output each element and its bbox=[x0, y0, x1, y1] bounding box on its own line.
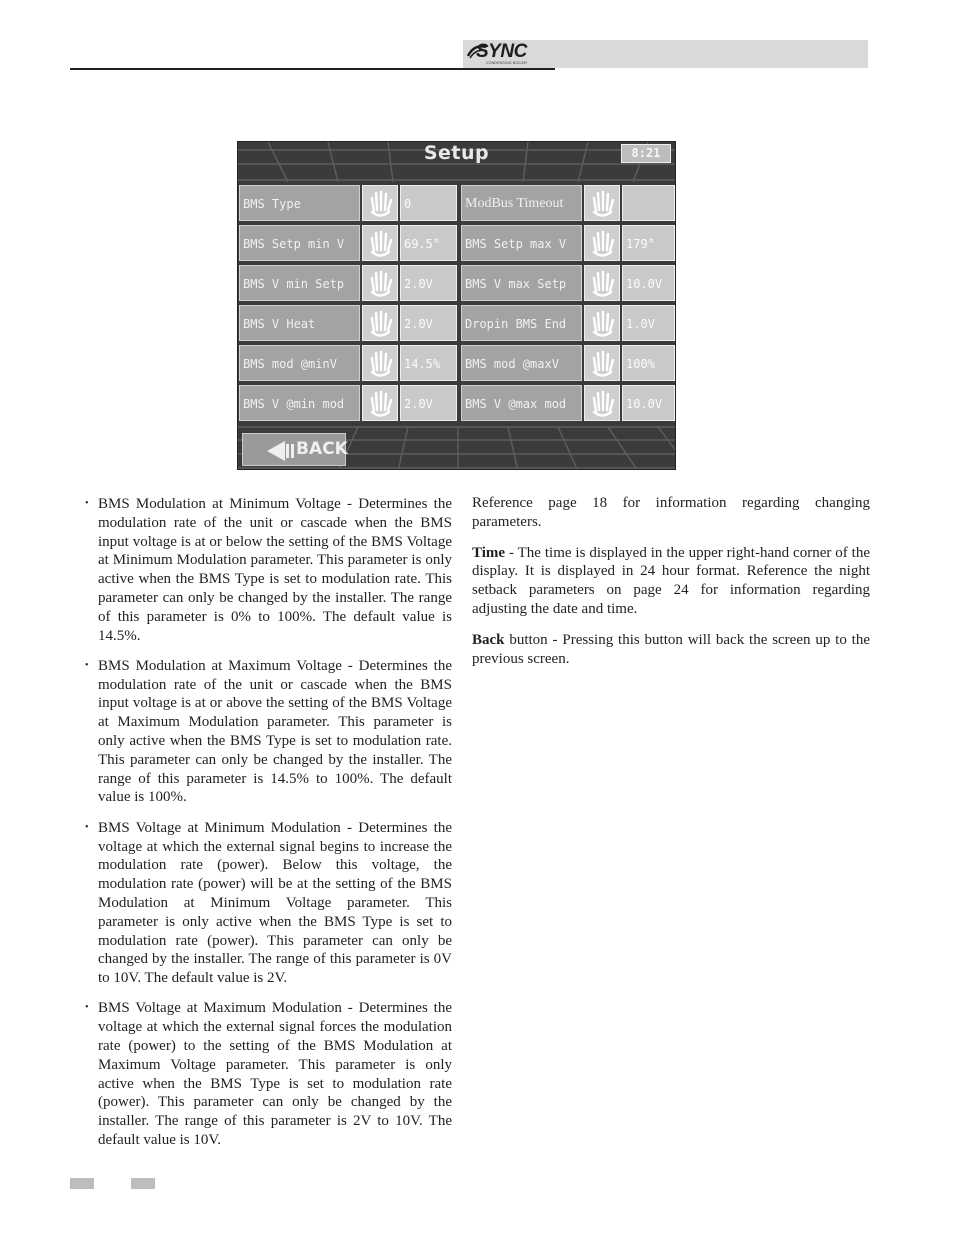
param-value-dropin-bms-end[interactable]: 1.0V bbox=[622, 305, 675, 341]
param-label-bms-v-max-setp: BMS V max Setp bbox=[461, 265, 582, 301]
hand-icon[interactable] bbox=[362, 265, 398, 301]
setup-screen bbox=[237, 141, 676, 470]
bullet-bms-voltage-min-mod: • BMS Voltage at Minimum Modulation - Determines the voltage at which the external signal begins to increase the modulation rate (power). Below this voltage, the modulation rate (power) will be at the setting of the BMS Modulation at Minimum Voltage parameter. This parameter is only active when the BMS Type is set to modulation rate (power). This parameter can only be changed by the installer. The range of this parameter is 0V to 10V. The default value is 2V. bbox=[98, 819, 452, 988]
param-label-bms-type: BMS Type bbox=[239, 185, 360, 221]
param-label-bms-v-min-setp: BMS V min Setp bbox=[239, 265, 360, 301]
param-value-bms-mod-maxv[interactable]: 100% bbox=[622, 345, 675, 381]
back-button[interactable] bbox=[242, 433, 346, 466]
param-label-modbus-timeout: ModBus Timeout bbox=[461, 185, 582, 221]
param-label-bms-setp-max-v: BMS Setp max V bbox=[461, 225, 582, 261]
param-label-bms-mod-minv: BMS mod @minV bbox=[239, 345, 360, 381]
param-label-bms-v-min-mod: BMS V @min mod bbox=[239, 385, 360, 421]
bullet-bms-voltage-max-mod: • BMS Voltage at Maximum Modulation - Determines the voltage at which the external signal forces the modulation rate (power) to the setting of the BMS Modulation at Maximum Voltage parameter. This parameter is only active when the BMS Type is set to modulation rate (power). This parameter can only be changed by the installer. The range of this parameter is 2V to 10V. The default value is 10V. bbox=[98, 999, 452, 1149]
time-description: - The time is displayed in the upper right-hand corner of the display. It is displayed in 24 hour format. Reference the night setback parameters on page 24 for information regarding adjusting the date and time. bbox=[472, 544, 870, 617]
param-value-bms-setp-min-v[interactable]: 69.5° bbox=[400, 225, 457, 261]
param-value-bms-v-heat[interactable]: 2.0V bbox=[400, 305, 457, 341]
header-rule bbox=[70, 68, 555, 70]
left-column bbox=[98, 495, 452, 1161]
param-value-bms-v-max-setp[interactable]: 10.0V bbox=[622, 265, 675, 301]
param-row bbox=[238, 385, 676, 421]
hand-icon[interactable] bbox=[362, 305, 398, 341]
hand-icon[interactable] bbox=[362, 385, 398, 421]
back-term: Back bbox=[472, 631, 505, 648]
param-value-bms-mod-minv[interactable]: 14.5% bbox=[400, 345, 457, 381]
param-row bbox=[238, 265, 676, 301]
hand-icon[interactable] bbox=[584, 305, 620, 341]
footer-marker-left bbox=[70, 1178, 94, 1189]
param-row bbox=[238, 225, 676, 261]
param-value-bms-type[interactable]: 0 bbox=[400, 185, 457, 221]
logo-subtitle: CONDENSING BOILER bbox=[486, 61, 527, 65]
right-column bbox=[472, 494, 870, 680]
hand-icon[interactable] bbox=[584, 185, 620, 221]
logo-word: SYNC bbox=[476, 41, 527, 62]
param-row bbox=[238, 185, 676, 221]
param-value-bms-v-min-mod[interactable]: 2.0V bbox=[400, 385, 457, 421]
back-arrow-icon bbox=[267, 441, 295, 461]
hand-icon[interactable] bbox=[584, 345, 620, 381]
bullet-bms-mod-max-voltage: • BMS Modulation at Maximum Voltage - Determines the modulation rate of the unit or cascade when the BMS input voltage is at or above the setting of the BMS Voltage at Maximum Modulation parameter. This parameter is only active when the BMS Type is set to modulation rate. This parameter can only be changed by the installer. The range of this parameter is 14.5% to 100%. The default value is 100%. bbox=[98, 657, 452, 807]
param-label-bms-mod-maxv: BMS mod @maxV bbox=[461, 345, 582, 381]
param-label-bms-v-max-mod: BMS V @max mod bbox=[461, 385, 582, 421]
back-description: button - Pressing this button will back the screen up to the previous screen. bbox=[472, 631, 870, 667]
hand-icon[interactable] bbox=[584, 265, 620, 301]
param-label-bms-v-heat: BMS V Heat bbox=[239, 305, 360, 341]
hand-icon[interactable] bbox=[584, 225, 620, 261]
sync-logo bbox=[466, 41, 556, 68]
param-value-modbus-timeout[interactable] bbox=[622, 185, 675, 221]
param-value-bms-v-max-mod[interactable]: 10.0V bbox=[622, 385, 675, 421]
screen-title: Setup bbox=[423, 142, 490, 164]
back-button-label: BACK bbox=[296, 439, 348, 459]
param-value-bms-v-min-setp[interactable]: 2.0V bbox=[400, 265, 457, 301]
hand-icon[interactable] bbox=[362, 345, 398, 381]
hand-icon[interactable] bbox=[362, 185, 398, 221]
reference-paragraph: Reference page 18 for information regarding changing parameters. bbox=[472, 495, 870, 530]
footer-marker-right bbox=[131, 1178, 155, 1189]
param-row bbox=[238, 305, 676, 341]
bullet-bms-mod-min-voltage: • BMS Modulation at Minimum Voltage - Determines the modulation rate of the unit or cascade when the BMS input voltage is at or below the setting of the BMS Voltage at Minimum Modulation parameter. This parameter is only active when the BMS Type is set to modulation rate. This parameter can only be changed by the installer. The range of this parameter is 0% to 100%. The default value is 14.5%. bbox=[98, 495, 452, 645]
param-value-bms-setp-max-v[interactable]: 179° bbox=[622, 225, 675, 261]
param-label-bms-setp-min-v: BMS Setp min V bbox=[239, 225, 360, 261]
param-row bbox=[238, 345, 676, 381]
back-paragraph bbox=[472, 631, 870, 669]
param-label-dropin-bms-end: Dropin BMS End bbox=[461, 305, 582, 341]
hand-icon[interactable] bbox=[584, 385, 620, 421]
clock-display: 8:21 bbox=[621, 144, 671, 163]
time-term: Time bbox=[472, 544, 506, 561]
hand-icon[interactable] bbox=[362, 225, 398, 261]
time-paragraph bbox=[472, 544, 870, 619]
